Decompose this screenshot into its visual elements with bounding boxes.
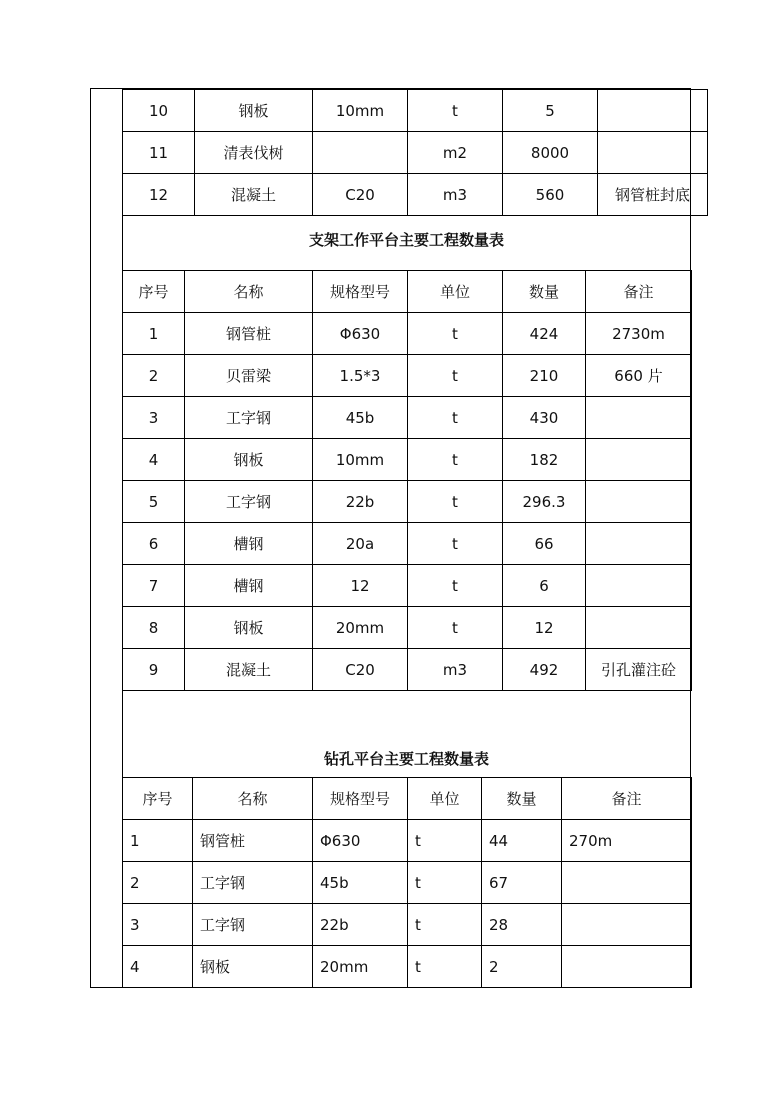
table-cell: t [408,607,503,649]
table-cell: 钢板 [193,946,313,988]
table-cell: 45b [313,397,408,439]
column-header: 规格型号 [313,778,408,820]
table-cell: 11 [123,132,195,174]
table-cell: 20mm [313,946,408,988]
table-cell: t [408,355,503,397]
table-cell: 3 [123,904,193,946]
table-cell: t [408,523,503,565]
table-cell: t [408,397,503,439]
table-cell: 2 [123,862,193,904]
table-row [123,397,692,439]
table-cell: 2 [482,946,562,988]
table-cell: 1 [123,313,185,355]
table-cell: 66 [503,523,586,565]
table-cell: 1.5*3 [313,355,408,397]
table-cell [586,565,692,607]
table-cell: 492 [503,649,586,691]
column-header: 数量 [482,778,562,820]
column-header: 备注 [562,778,692,820]
table-cell: 20mm [313,607,408,649]
table-cell: t [408,904,482,946]
table-cell: t [408,313,503,355]
table-header-row [123,778,692,820]
table-cell: 270m [562,820,692,862]
table-cell: 贝雷梁 [185,355,313,397]
table-cell: 20a [313,523,408,565]
table-cell: 45b [313,862,408,904]
table-row [123,565,692,607]
table-cell: 引孔灌注砼 [586,649,692,691]
table-cell: 4 [123,439,185,481]
table-cell [586,607,692,649]
column-header: 数量 [503,271,586,313]
table-cell: m2 [408,132,503,174]
table-cell: 3 [123,397,185,439]
support-table-title: 支架工作平台主要工程数量表 [308,231,504,249]
table-cell: 22b [313,481,408,523]
table-cell: t [408,946,482,988]
drilling-platform-table [122,777,692,988]
table-row [123,90,708,132]
table-cell: 4 [123,946,193,988]
table-cell: 钢板 [185,607,313,649]
table-cell: 槽钢 [185,523,313,565]
table-cell: 钢管桩 [193,820,313,862]
table-cell: t [408,565,503,607]
table-cell [313,132,408,174]
column-header: 规格型号 [313,271,408,313]
table-cell: 混凝土 [195,174,313,216]
table-cell [586,439,692,481]
table-body [123,820,692,988]
column-header: 单位 [408,778,482,820]
table-cell: 10 [123,90,195,132]
table-cell: 44 [482,820,562,862]
column-header: 序号 [123,778,193,820]
table-cell: 424 [503,313,586,355]
table-cell: 混凝土 [185,649,313,691]
column-header: 名称 [185,271,313,313]
table-cell: 182 [503,439,586,481]
table-row [123,862,692,904]
table-cell: 12 [123,174,195,216]
table-cell: 2730m [586,313,692,355]
column-header: 序号 [123,271,185,313]
table-cell: 430 [503,397,586,439]
column-header: 备注 [586,271,692,313]
table-cell: Φ630 [313,313,408,355]
table-row [123,946,692,988]
table-cell: t [408,439,503,481]
table-cell [562,904,692,946]
table-row [123,313,692,355]
table-cell [586,523,692,565]
table-cell [586,481,692,523]
table-cell: 钢板 [185,439,313,481]
column-header: 名称 [193,778,313,820]
table-row [123,649,692,691]
table-row [123,523,692,565]
table-cell: 8000 [503,132,598,174]
table-cell: 6 [123,523,185,565]
table-row [123,174,708,216]
table-cell: 清表伐树 [195,132,313,174]
header-row [123,778,692,820]
table-cell: t [408,820,482,862]
table-cell: 8 [123,607,185,649]
table-cell: 9 [123,649,185,691]
table-cell [598,132,708,174]
table-cell [586,397,692,439]
table-cell: Φ630 [313,820,408,862]
table-cell: 12 [503,607,586,649]
table-row [123,607,692,649]
drilling-table-title: 钻孔平台主要工程数量表 [323,750,489,768]
table-row [123,439,692,481]
header-row [123,271,692,313]
table-cell: 5 [123,481,185,523]
table-cell: m3 [408,174,503,216]
table-cell: 6 [503,565,586,607]
table-cell: 560 [503,174,598,216]
table-cell [562,946,692,988]
table-cell: 2 [123,355,185,397]
table-cell: 210 [503,355,586,397]
table-cell [562,862,692,904]
table-row [123,481,692,523]
table-cell: 28 [482,904,562,946]
table-cell: 22b [313,904,408,946]
table-cell [598,90,708,132]
table-cell: t [408,862,482,904]
table-row [123,820,692,862]
table-header-row [123,271,692,313]
table-cell: t [408,90,503,132]
continued-quantity-table [122,89,708,216]
table-cell: 工字钢 [193,862,313,904]
table-cell: C20 [313,174,408,216]
table-cell: 296.3 [503,481,586,523]
table-row [123,132,708,174]
table-cell: 钢管桩封底 [598,174,708,216]
table-cell: 槽钢 [185,565,313,607]
table-cell: 10mm [313,90,408,132]
table-cell: 钢管桩 [185,313,313,355]
table-cell: t [408,481,503,523]
table-cell: m3 [408,649,503,691]
support-platform-table [122,270,692,691]
table-row [123,355,692,397]
table-cell: 67 [482,862,562,904]
column-header: 单位 [408,271,503,313]
table-cell: 工字钢 [185,397,313,439]
table-cell: 12 [313,565,408,607]
table-cell: 660 片 [586,355,692,397]
table-cell: 5 [503,90,598,132]
table-cell: 7 [123,565,185,607]
table-cell: 工字钢 [185,481,313,523]
table-cell: 1 [123,820,193,862]
table-body [123,313,692,691]
table-cell: 钢板 [195,90,313,132]
table-body [123,90,708,216]
table-row [123,904,692,946]
table-cell: 10mm [313,439,408,481]
table-cell: 工字钢 [193,904,313,946]
table-cell: C20 [313,649,408,691]
